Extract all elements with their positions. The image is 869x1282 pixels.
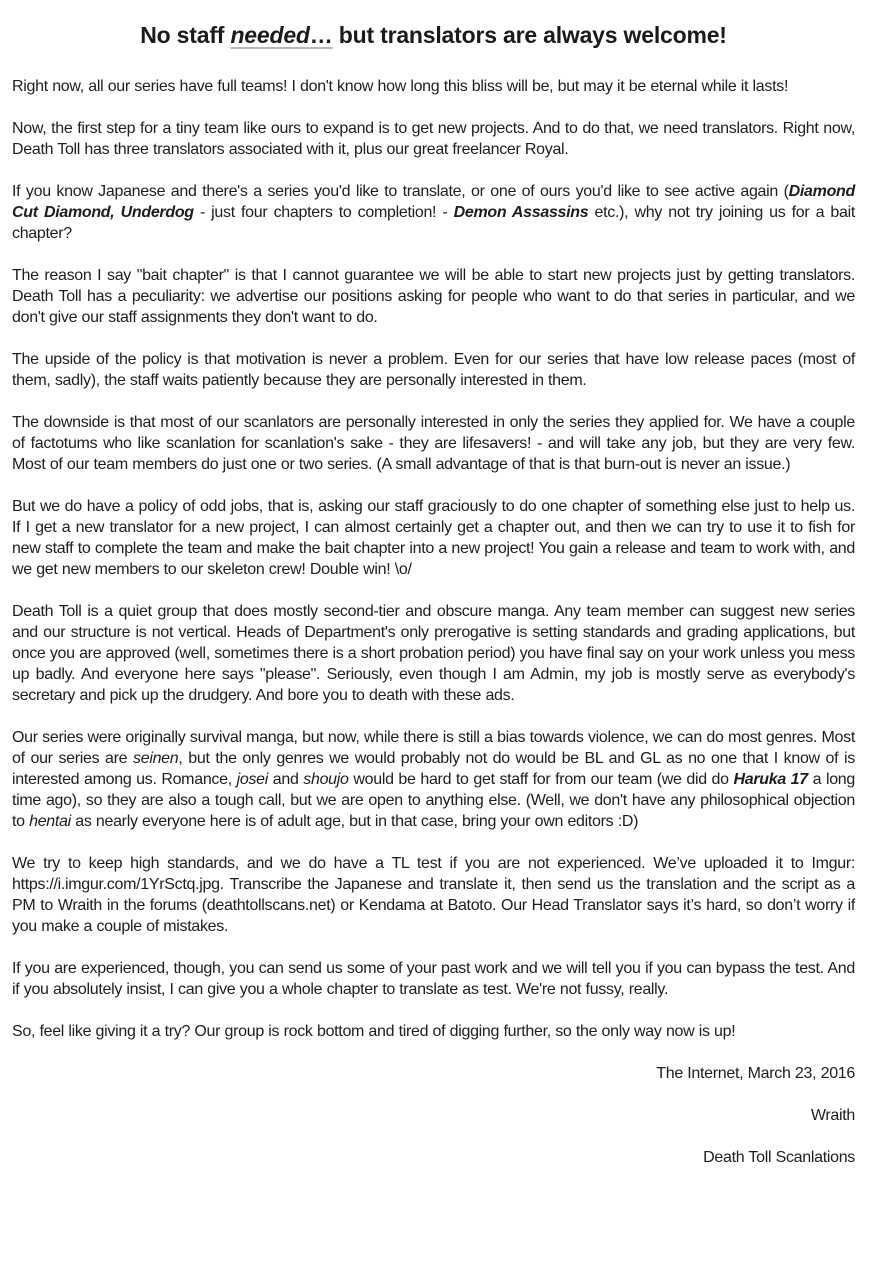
text-run: etc.), why not try joining us for a bait chapter? [12,204,855,242]
paragraph [12,958,855,1000]
text-run: But we do have a policy of odd jobs, that is, asking our staff graciously to do one chapter of something else just to help us. If I get a new translator for a new project, I can almost certainly get a chapter out, and then we can try to use it to fish for new staff to complete the team and make the bait chapter into a new project! You gain a release and team to work with, and we get new members to our skeleton crew! Double win! \o/ [12,498,855,578]
text-run: but translators are always welcome! [332,22,727,48]
text-run: Now, the first step for a tiny team like ours to expand is to get new projects. And to do that, we need translators. Right now, Death Toll has three translators associated with it, plus our great freelancer Royal. [12,120,855,158]
styled-text-run: Demon Assassins [453,204,589,221]
text-run: a long time ago), so they are also a tough call, but we are open to anything else. (Well, we don't have any philosophical objection to [12,771,855,830]
paragraph [12,727,855,832]
text-run: Death Toll Scanlations [703,1149,855,1166]
page-title [12,22,855,49]
text-run: Wraith [810,1107,855,1124]
styled-text-run: hentai [29,813,71,830]
text-run: - just four chapters to completion! - [193,204,454,221]
text-run: No staff [140,22,231,48]
paragraph [12,76,855,97]
paragraph [12,853,855,937]
paragraph [12,181,855,244]
text-run: and [268,771,304,788]
text-run: Right now, all our series have full teams! I don't know how long this bliss will be, but may it be eternal while it lasts! [12,78,789,95]
document-body [12,76,855,1168]
text-run: Death Toll is a quiet group that does mostly second-tier and obscure manga. Any team member can suggest new series and our structure is not vertical. Heads of Department's only prerogative is setting standards and grading applications, but once you are approved (well, sometimes there is a short probation period) you have final say on your work unless you mess up badly. And everyone here says "please". Seriously, even though I am Admin, my job is mostly serve as everybody's secretary and pick up the drudgery. And bore you to death with these ads. [12,603,856,704]
text-run: If you are experienced, though, you can send us some of your past work and we will tell you if you can bypass the test. And if you absolutely insist, I can give you a whole chapter to translate as test. We're not fussy, really. [12,960,855,998]
signature-line [12,1105,855,1126]
styled-text-run: seinen [133,750,179,767]
text-run: The reason I say "bait chapter" is that I cannot guarantee we will be able to start new projects just by getting translators. Death Toll has a peculiarity: we advertise our positions asking for people who want to do that series in particular, and we don't give our staff assignments they don't want to do. [12,267,855,326]
text-run: The upside of the policy is that motivation is never a problem. Even for our series that have low release paces (most of them, sadly), the staff waits patiently because they are personally interested in them. [12,351,855,389]
text-run: would be hard to get staff for from our team (we did do [348,771,734,788]
text-run: The Internet, March 23, 2016 [656,1065,855,1082]
signature-line [12,1063,855,1084]
text-run: as nearly everyone here is of adult age, but in that case, bring your own editors :D) [70,813,639,830]
paragraph [12,496,855,580]
text-run: If you know Japanese and there's a series you'd like to translate, or one of ours you'd like to see active again ( [12,183,789,200]
styled-text-run: Haruka 17 [733,771,808,788]
paragraph [12,601,855,706]
text-run: So, feel like giving it a try? Our group is rock bottom and tired of digging further, so the only way now is up! [12,1023,736,1040]
text-run: We try to keep high standards, and we do have a TL test if you are not experienced. We’ve uploaded it to Imgur: https://i.imgur.com/1YrSctq.jpg. Transcribe the Japanese and translate it, then send us the translation and the script as a PM to Wraith in the forums (deathtollscans.net) or Kendama at Batoto. Our Head Translator says it’s hard, so don’t worry if you make a couple of mistakes. [12,855,855,935]
text-run: , but the only genres we would probably not do would be BL and GL as no one that I know of is interested among us. Romance, [12,750,855,788]
text-run: The downside is that most of our scanlators are personally interested in only the series they applied for. We have a couple of factotums who like scanlation for scanlation's sake - they are lifesavers! - and will take any job, but they are very few. Most of our team members do just one or two series. (A small advantage of that is that burn-out is never an issue.) [12,414,855,473]
styled-text-run: josei [236,771,269,788]
paragraph [12,349,855,391]
signature-line [12,1147,855,1168]
styled-text-run: … [309,22,333,48]
text-run: Our series were originally survival manga, but now, while there is still a bias towards violence, we can do most genres. Most of our series are [12,729,855,767]
styled-text-run: shoujo [303,771,349,788]
paragraph [12,1021,855,1042]
paragraph [12,265,855,328]
styled-text-run: Diamond Cut Diamond, Underdog [12,183,855,221]
styled-text-run: needed [230,22,310,48]
paragraph [12,118,855,160]
paragraph [12,412,855,475]
